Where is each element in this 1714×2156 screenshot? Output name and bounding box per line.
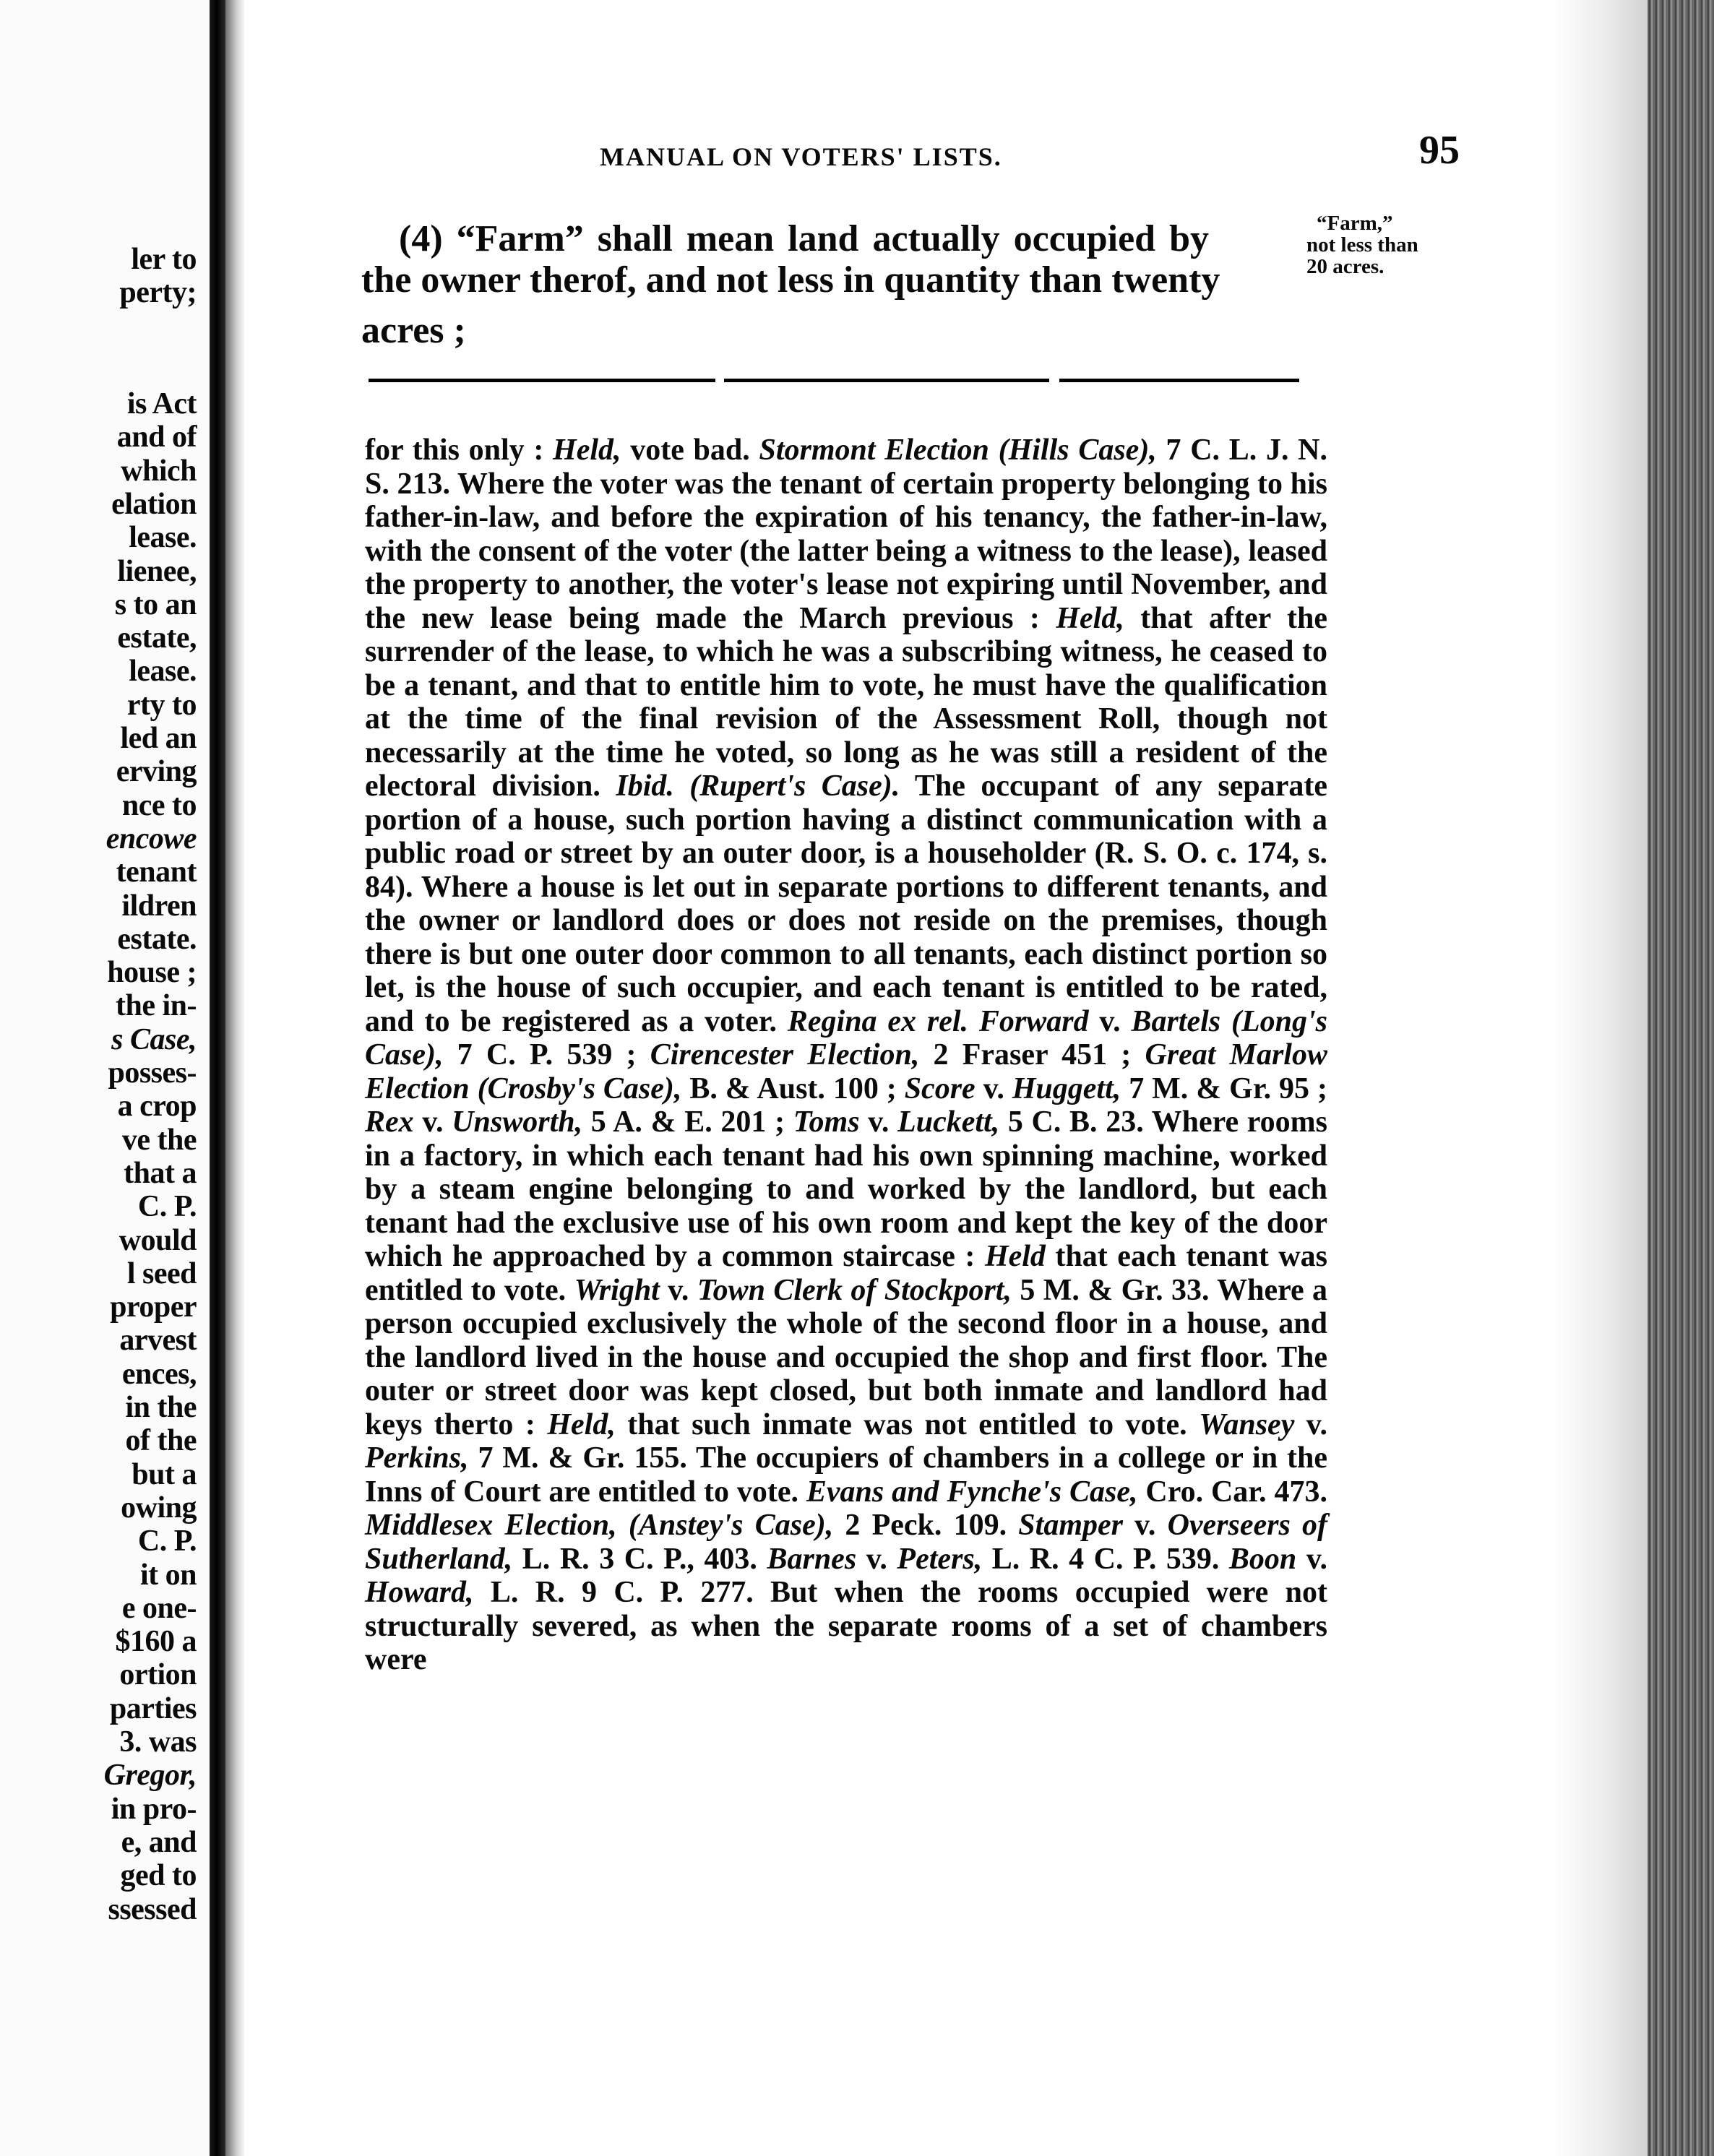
- citation-italic-text: Luckett,: [897, 1105, 1000, 1139]
- left-page-line: estate,: [117, 621, 197, 655]
- left-page-line: ve the: [121, 1123, 197, 1157]
- left-page-line: estate.: [117, 922, 197, 956]
- body-text-run: 2 Peck. 109.: [833, 1509, 1019, 1542]
- left-page-line: arvest: [119, 1324, 197, 1358]
- footnote-paragraph: [365, 434, 1327, 1677]
- left-page-line: lease.: [129, 655, 197, 689]
- body-text-run: v.: [1122, 1509, 1168, 1542]
- section-line-1: (4) “Farm” shall mean land actually occupied by: [399, 218, 1210, 259]
- citation-italic-text: Unsworth,: [452, 1105, 583, 1139]
- page-number: 95: [1419, 128, 1460, 173]
- citation-italic-text: Bartels (Long's Case),: [365, 1004, 1327, 1071]
- citation-italic-text: Great Marlow Election (Crosby's Case),: [365, 1038, 1327, 1105]
- left-page-line: proper: [110, 1290, 197, 1324]
- margin-note-line-1: “Farm,”: [1317, 212, 1393, 235]
- citation-italic-text: Middlesex Election, (Anstey's Case),: [365, 1509, 834, 1542]
- citation-italic-text: Evans and Fynche's Case,: [806, 1475, 1138, 1509]
- body-text-run: 2 Fraser 451 ;: [919, 1038, 1145, 1071]
- left-page-line: ortion: [119, 1658, 197, 1692]
- left-page-line: house ;: [107, 956, 197, 990]
- left-page-line: s Case,: [111, 1022, 197, 1056]
- left-page-line: parties: [109, 1691, 197, 1725]
- left-page-line: 3. was: [119, 1725, 197, 1759]
- section-line-3: acres ;: [361, 310, 466, 351]
- body-text-run: 7 C. L. J. N. S. 213. Where the voter was the tenant of certain property belonging to his father-in-law, and before the expiration of his tenancy, the father-in-law, with the consent of the voter (the latter being a witness to the lease), leased the property to another, the voter's lease not expiring until November, and the new lease being made the March previous :: [365, 434, 1327, 635]
- left-page-line: ged to: [120, 1859, 197, 1893]
- left-page-line: nce to: [121, 788, 197, 822]
- citation-italic-text: Stamper: [1018, 1509, 1123, 1542]
- gutter-shadow: [225, 0, 244, 2156]
- body-text-run: L. R. 9 C. P. 277. But when the rooms occupied were not structurally severed, as when the separate rooms of a set of chambers were: [365, 1576, 1327, 1676]
- left-page-line: and of: [116, 421, 197, 454]
- citation-italic-text: Perkins,: [365, 1441, 469, 1475]
- left-page-line: of the: [125, 1424, 197, 1458]
- body-text-run: Cro. Car. 473.: [1137, 1475, 1327, 1509]
- margin-note: [1306, 212, 1418, 277]
- body-text-run: 5 M. & Gr. 33. Where a person occupied exclusively the whole of the second floor in a house, and the landlord lived in the house and occupied the shop and first floor. The outer or street door was kept closed, but both inmate and landlord had keys therto :: [365, 1273, 1327, 1441]
- body-text-run: B. & Aust. 100 ;: [681, 1071, 905, 1105]
- left-page-line: it on: [139, 1558, 197, 1592]
- left-page-line: C. P.: [137, 1190, 197, 1224]
- body-text-run: 7 C. P. 539 ;: [443, 1038, 650, 1071]
- body-text-run: L. R. 4 C. P. 539.: [982, 1542, 1229, 1576]
- citation-italic-text: Barnes: [767, 1542, 857, 1576]
- left-page-line: a crop: [117, 1090, 197, 1124]
- body-text-run: v.: [1088, 1004, 1132, 1038]
- body-text-run: 7 M. & Gr. 155. The occupiers of chambers in a college or in the Inns of Court are entitled to vote.: [365, 1441, 1327, 1509]
- body-text-run: v.: [1296, 1542, 1328, 1576]
- citation-italic-text: Held: [984, 1240, 1046, 1273]
- body-text-run: v.: [859, 1105, 898, 1139]
- body-text-run: for this only :: [365, 434, 554, 467]
- body-text-run: that such inmate was not entitled to vote.: [615, 1407, 1200, 1441]
- body-text-run: The occupant of any separate portion of a house, such portion having a distinct communication with a public road or street by an outer door, is a householder (R. S. O. c. 174, s. 84). Where a house is let out in separate portions to different tenants, and the owner or landlord does or does not reside on the premises, though there is but one outer door common to all tenants, each distinct portion so let, is the house of such occupier, and each tenant is entitled to be rated, and to be registered as a voter.: [365, 769, 1327, 1038]
- citation-italic-text: Held,: [553, 434, 621, 467]
- left-page-line: encowe: [105, 822, 197, 855]
- left-page-line: but a: [132, 1457, 197, 1491]
- book-gutter: [210, 0, 225, 2156]
- left-page-line: which: [121, 454, 197, 488]
- left-page-line: e one-: [121, 1591, 197, 1625]
- left-page-line: e, and: [121, 1825, 197, 1859]
- book-page-edges: [1648, 0, 1714, 2156]
- left-page-line: ssessed: [108, 1892, 197, 1926]
- citation-italic-text: Held,: [1056, 601, 1124, 635]
- left-page-line: would: [119, 1223, 197, 1257]
- citation-italic-text: Overseers of Sutherland,: [365, 1509, 1328, 1576]
- footnote-body: [365, 434, 1327, 1677]
- left-page-line: Gregor,: [103, 1759, 197, 1793]
- margin-note-line-3: 20 acres.: [1306, 255, 1384, 278]
- separator-rule-3: [1059, 379, 1299, 382]
- left-page-line: lease.: [129, 521, 197, 555]
- citation-italic-text: Wright: [574, 1273, 660, 1307]
- left-page-line: that a: [124, 1156, 197, 1190]
- citation-italic-text: Town Clerk of Stockport,: [697, 1273, 1012, 1307]
- left-page-line: perty;: [119, 276, 197, 309]
- running-title: MANUAL ON VOTERS' LISTS.: [600, 142, 1002, 171]
- citation-italic-text: Boon: [1228, 1542, 1297, 1576]
- body-text-run: v.: [1294, 1407, 1327, 1441]
- body-text-run: v.: [659, 1273, 697, 1307]
- citation-italic-text: Peters,: [897, 1542, 983, 1576]
- body-text-run: that after the surrender of the lease, to which he was a subscribing witness, he ceased to be a tenant, and that to entitle him to vote, he must have the qualification at the time of the final revision of the Assessment Roll, though not necessarily at the time he voted, so long as he was still a resident of the electoral division.: [365, 601, 1327, 803]
- left-page-line: tenant: [116, 855, 197, 889]
- body-text-run: v.: [975, 1071, 1012, 1105]
- left-page-line: ildren: [121, 889, 197, 923]
- citation-italic-text: Wansey: [1199, 1407, 1295, 1441]
- left-page-line: owing: [121, 1491, 197, 1525]
- body-text-run: 5 A. & E. 201 ;: [582, 1105, 793, 1139]
- body-text-run: v.: [856, 1542, 897, 1576]
- citation-italic-text: Huggett,: [1012, 1071, 1121, 1105]
- body-text-run: 7 M. & Gr. 95 ;: [1121, 1071, 1327, 1105]
- left-page-line: is Act: [126, 387, 197, 421]
- section-line-2: the owner therof, and not less in quantity than twenty: [361, 259, 1220, 301]
- citation-italic-text: Rex: [365, 1105, 414, 1139]
- citation-italic-text: Held,: [547, 1407, 616, 1441]
- citation-italic-text: Toms: [793, 1105, 860, 1139]
- left-page-line: C. P.: [137, 1525, 197, 1558]
- left-page-line: posses-: [108, 1056, 197, 1090]
- citation-italic-text: Regina ex rel. Forward: [787, 1004, 1089, 1038]
- left-page-line: rty to: [126, 688, 197, 722]
- previous-page-fragment: [0, 0, 210, 2156]
- separator-rule-1: [369, 379, 715, 382]
- separator-rule-2: [724, 379, 1049, 382]
- left-page-line: in the: [125, 1391, 197, 1424]
- left-page-line: ences,: [121, 1357, 197, 1391]
- left-page-line: erving: [116, 755, 197, 789]
- citation-italic-text: Cirencester Election,: [650, 1038, 920, 1071]
- body-text-run: vote bad.: [621, 434, 759, 467]
- citation-italic-text: Howard,: [365, 1576, 474, 1609]
- citation-italic-text: Stormont Election (Hills Case),: [759, 434, 1157, 467]
- left-page-line: elation: [111, 487, 197, 521]
- left-page-line: ler to: [131, 243, 197, 276]
- left-page-line: $160 a: [115, 1625, 197, 1659]
- citation-italic-text: Score: [904, 1071, 976, 1105]
- left-page-line: the in-: [116, 989, 197, 1023]
- left-page-line: lienee,: [117, 554, 197, 588]
- left-page-line: led an: [120, 722, 197, 755]
- page-edge-shading: [1554, 0, 1648, 2156]
- margin-note-line-2: not less than: [1306, 233, 1418, 256]
- left-page-line: s to an: [114, 587, 197, 621]
- citation-italic-text: Ibid. (Rupert's Case).: [616, 769, 900, 803]
- left-page-line: l seed: [126, 1256, 197, 1290]
- left-page-line: in pro-: [111, 1792, 197, 1826]
- body-text-run: v.: [413, 1105, 452, 1139]
- body-text-run: 5 C. B. 23. Where rooms in a factory, in which each tenant had his own spinning machine, worked by a steam engine belonging to and worked by the landlord, but each tenant had the exclusive use of his own room and kept the key of the door which he approached by a common staircase :: [365, 1105, 1328, 1273]
- body-text-run: L. R. 3 C. P., 403.: [512, 1542, 767, 1576]
- body-text-run: that each tenant was entitled to vote.: [365, 1240, 1327, 1307]
